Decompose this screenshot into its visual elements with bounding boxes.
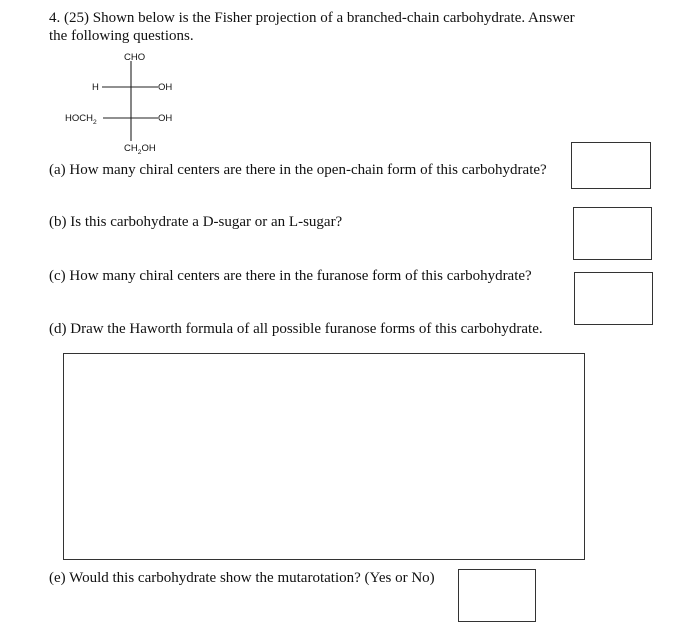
answer-box-a[interactable] [571, 142, 651, 189]
part-c-question: (c) How many chiral centers are there in the furanose form of this carbohydrate? [49, 268, 532, 284]
fisher-top-group: CHO [124, 52, 146, 63]
fisher-bottom-tail: OH [141, 143, 156, 154]
answer-box-e[interactable] [458, 569, 536, 622]
fisher-bottom-main: CH [124, 143, 138, 154]
fisher-c2-left: H [92, 82, 99, 93]
part-b-question: (b) Is this carbohydrate a D-sugar or an L-sugar? [49, 214, 343, 230]
fisher-c3-left [65, 113, 97, 124]
fisher-c2-right: OH [158, 82, 173, 93]
fisher-bottom-group [124, 143, 156, 154]
answer-box-c[interactable] [574, 272, 653, 325]
question-header-line-1: 4. (25) Shown below is the Fisher projection of a branched-chain carbohydrate. Answer [49, 10, 575, 26]
fisher-c3-left-main: HOCH [65, 113, 93, 124]
part-e-question: (e) Would this carbohydrate show the mutarotation? (Yes or No) [49, 570, 435, 586]
question-header-line-2: the following questions. [49, 28, 194, 44]
drawing-area-d[interactable] [63, 353, 585, 560]
fisher-c3-left-sub: 2 [92, 118, 97, 126]
part-a-question: (a) How many chiral centers are there in the open-chain form of this carbohydrate? [49, 162, 547, 178]
answer-box-b[interactable] [573, 207, 652, 260]
part-d-question: (d) Draw the Haworth formula of all possible furanose forms of this carbohydrate. [49, 321, 543, 337]
fisher-c3-right: OH [158, 113, 173, 124]
fisher-bottom-sub: 2 [137, 148, 142, 156]
